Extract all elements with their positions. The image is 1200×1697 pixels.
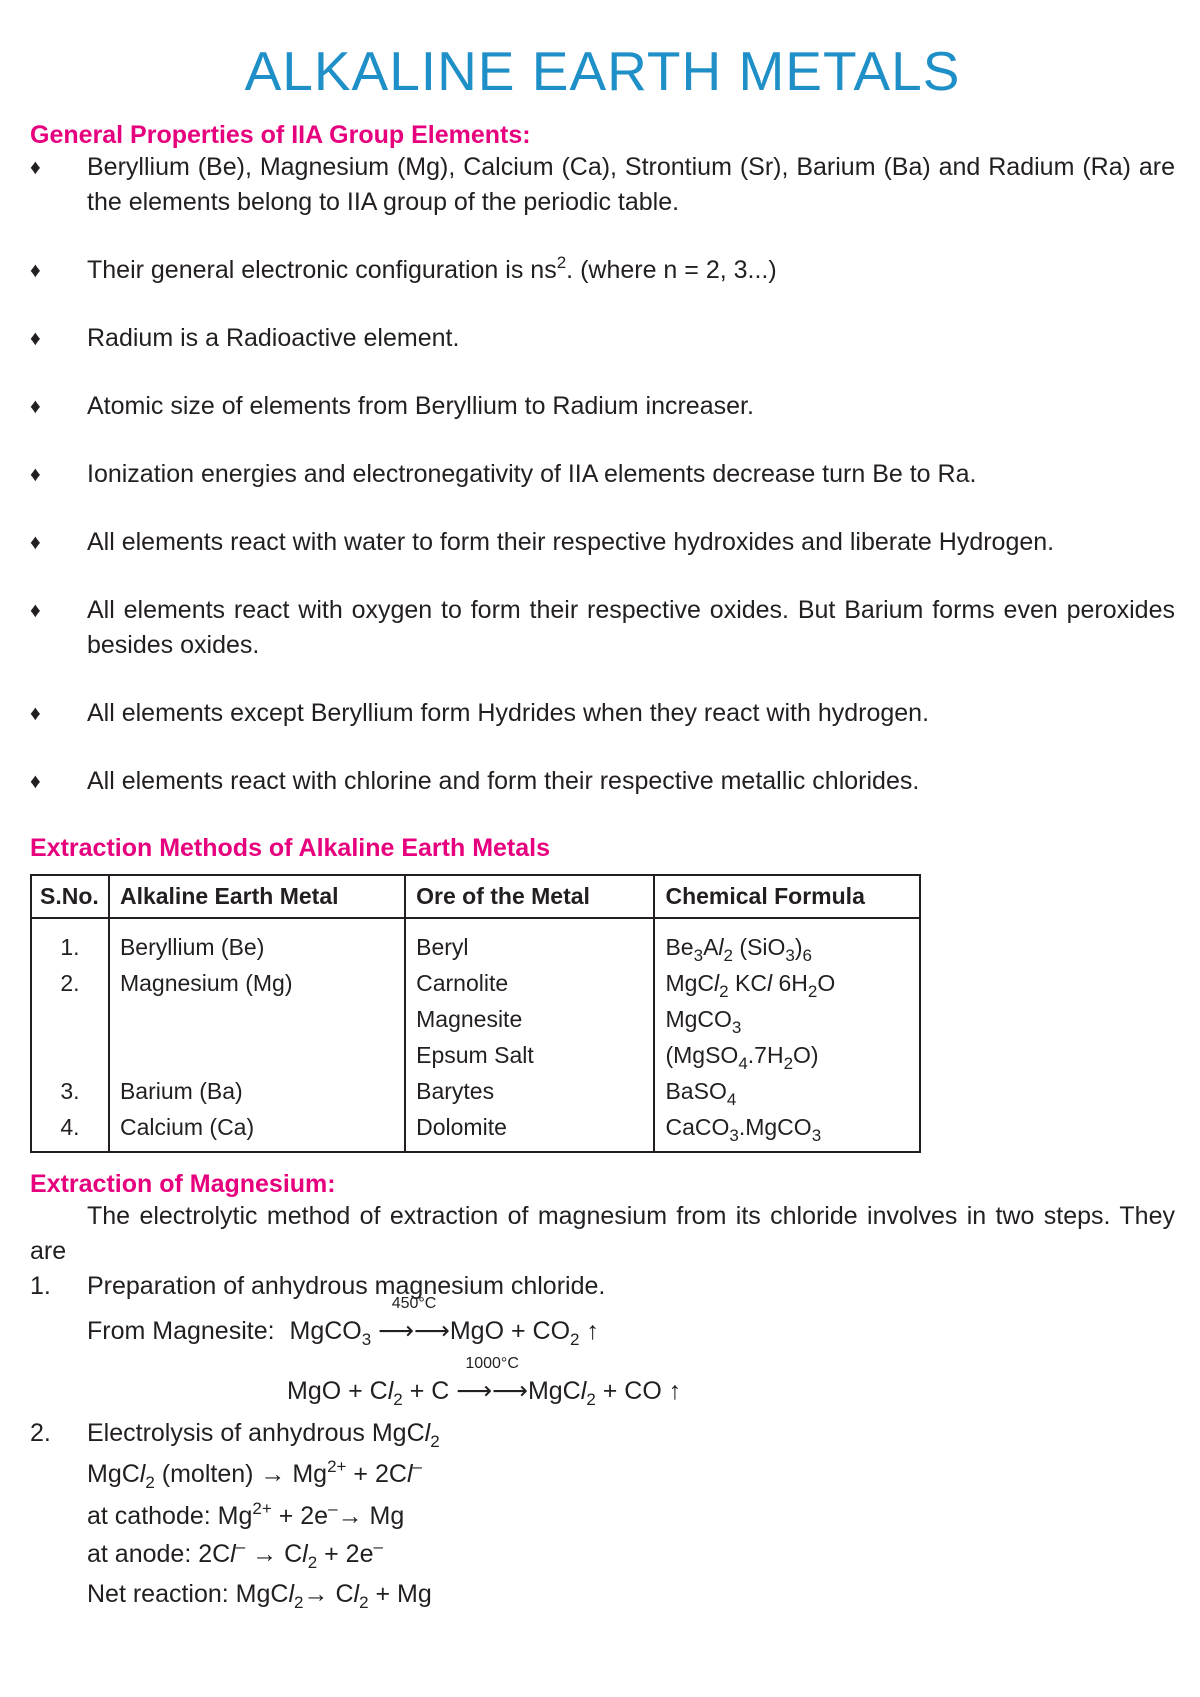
column-header-ore: Ore of the Metal <box>405 875 654 918</box>
step-2: 2. Electrolysis of anhydrous MgCl$_2$ <box>30 1419 440 1451</box>
reaction-arrow-icon: 450°C ⟶⟶ <box>378 1295 450 1345</box>
extraction-methods-heading: Extraction Methods of Alkaline Earth Metals <box>30 834 551 862</box>
general-properties-heading: General Properties of IIA Group Elements: <box>30 121 531 149</box>
magnesium-extraction-heading: Extraction of Magnesium: <box>30 1170 336 1198</box>
formula-cell: BaSO$_4$ <box>654 1073 920 1109</box>
equation-chlorination: MgO + $Cl_2 + C$ 1000°C ⟶⟶MgCl$_2$ + CO ↑ <box>287 1355 682 1409</box>
gas-arrow-icon: ↑ <box>668 1377 682 1405</box>
list-item: ♦ Beryllium (Be), Magnesium (Mg), Calcium (Ca), Strontium (Sr), Barium (Ba) and Radium (Ra) are the elements belong to IIA group of the periodic table. <box>30 150 1175 220</box>
list-item: ♦ All elements react with water to form their respective hydroxides and liberate Hydrogen. <box>30 525 1175 560</box>
formula-cell: MgCO$_3$ <box>654 1001 920 1037</box>
reaction-anode: at anode: $2Cl^- \to Cl_2 + 2e^-$ <box>87 1537 383 1572</box>
formula-cell: CaCO$_3$.MgCO$_3$ <box>654 1109 920 1152</box>
table-row: 2. Magnesium (Mg) Carnolite MgCl$_2$ KCl $6H_2O$ <box>31 965 920 1001</box>
reaction-cathode: at cathode: $Mg^{2+} + 2e^-\to Mg$ <box>87 1499 405 1530</box>
list-item: ♦ Ionization energies and electronegativity of IIA elements decrease turn Be to Ra. <box>30 457 1175 492</box>
diamond-bullet-icon: ♦ <box>30 327 41 350</box>
column-header-formula: Chemical Formula <box>654 875 920 918</box>
formula-cell: $(MgSO_4.7H_2O)$ <box>654 1037 920 1073</box>
table-row: Magnesite MgCO$_3$ <box>31 1001 920 1037</box>
list-item: ♦ All elements react with oxygen to form their respective oxides. But Barium forms even peroxides besides oxides. <box>30 593 1175 663</box>
column-header-metal: Alkaline Earth Metal <box>109 875 405 918</box>
general-properties-list <box>30 150 1175 799</box>
table-row: 4. Calcium (Ca) Dolomite CaCO$_3$.MgCO$_3$ <box>31 1109 920 1152</box>
reaction-net: Net reaction: MgCl$_2$→ $Cl_2 + Mg$ <box>87 1580 432 1612</box>
diamond-bullet-icon: ♦ <box>30 599 41 622</box>
diamond-bullet-icon: ♦ <box>30 463 41 486</box>
formula-cell: $Be_3Al_2$ $(SiO_3)_6$ <box>654 918 920 965</box>
formula-cell: MgCl$_2$ KCl $6H_2O$ <box>654 965 920 1001</box>
diamond-bullet-icon: ♦ <box>30 531 41 554</box>
table-header-row <box>31 875 920 918</box>
step-1: 1. Preparation of anhydrous magnesium chloride. <box>30 1272 606 1300</box>
table-row: 1. Beryllium (Be) Beryl $Be_3Al_2$ $(SiO_3)_6$ <box>31 918 920 965</box>
diamond-bullet-icon: ♦ <box>30 259 41 282</box>
diamond-bullet-icon: ♦ <box>30 770 41 793</box>
gas-arrow-icon: ↑ <box>586 1317 599 1345</box>
list-item: ♦ All elements except Beryllium form Hydrides when they react with hydrogen. <box>30 696 1175 731</box>
list-item: ♦ All elements react with chlorine and form their respective metallic chlorides. <box>30 764 1175 799</box>
diamond-bullet-icon: ♦ <box>30 156 41 179</box>
reaction-arrow-icon: 1000°C ⟶⟶ <box>456 1355 528 1405</box>
equation-magnesite: From Magnesite: MgCO$_3$ 450°C ⟶⟶MgO + $CO_2$ ↑ <box>87 1295 599 1349</box>
list-item: ♦ Their general electronic configuration is $ns^2$. (where n = 2, 3...) <box>30 253 1175 288</box>
page-title: ALKALINE EARTH METALS <box>244 40 961 102</box>
list-item: ♦ Radium is a Radioactive element. <box>30 321 1175 356</box>
diamond-bullet-icon: ♦ <box>30 702 41 725</box>
ores-table <box>30 874 921 1153</box>
reaction-molten: MgCl$_2$ (molten) → $Mg^{2+} + 2Cl^-$ <box>87 1457 422 1492</box>
column-header-sno: S.No. <box>31 875 109 918</box>
diamond-bullet-icon: ♦ <box>30 395 41 418</box>
table-row: 3. Barium (Ba) Barytes BaSO$_4$ <box>31 1073 920 1109</box>
magnesium-intro: The electrolytic method of extraction of magnesium from its chloride involves in two steps. They are <box>30 1202 1175 1265</box>
document-page <box>30 0 1175 1613</box>
table-row: Epsum Salt $(MgSO_4.7H_2O)$ <box>31 1037 920 1073</box>
list-item: ♦ Atomic size of elements from Beryllium to Radium increaser. <box>30 389 1175 424</box>
